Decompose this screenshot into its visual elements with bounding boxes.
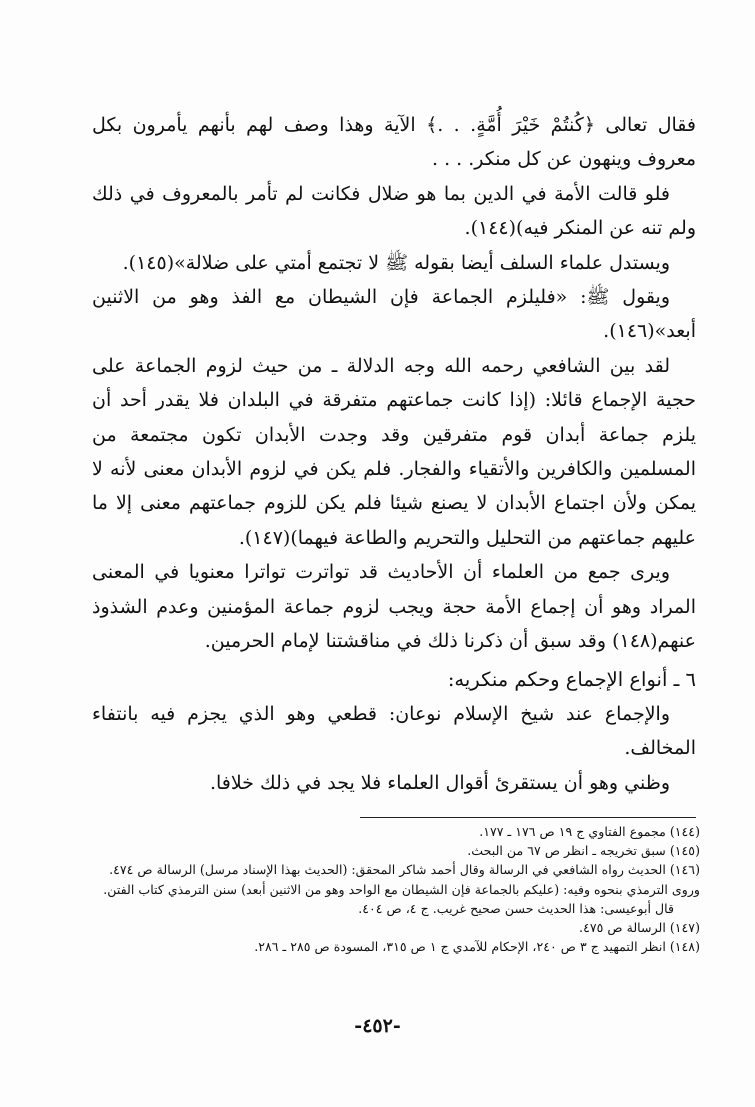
paragraph-8: وظني وهو أن يستقرئ أقوال العلماء فلا يجد في ذلك خلافا. [209, 771, 670, 794]
paragraph-6: ويرى جمع من العلماء أن الأحاديث قد تواترت تواترا معنويا في المعنى المراد وهو أن إجماع الأمة حجة ويجب لزوم جماعة المؤمنين وعدم الشذوذ عنهم(١٤٨) وقد سبق أن ذكرنا ذلك في مناقشتنا لإمام الحرمين. [92, 561, 696, 653]
section-heading: ٦ ـ أنواع الإجماع وحكم منكريه: [447, 667, 696, 691]
footnote-divider [360, 817, 696, 818]
footnote-145: (١٤٥) سبق تخريجه ـ انظر ص ٦٧ من البحث. [467, 843, 700, 859]
page-number: -٤٥٢- [354, 1015, 401, 1037]
footnote-148: (١٤٨) انظر التمهيد ج ٣ ص ٢٤٠، الإحكام للآمدي ج ١ ص ٣١٥، المسودة ص ٢٨٥ ـ ٢٨٦. [254, 939, 700, 955]
paragraph-4: ويقول ﷺ: «فليلزم الجماعة فإن الشيطان مع الفذ وهو من الاثنين أبعد»(١٤٦). [92, 286, 696, 343]
paragraph-7: والإجماع عند شيخ الإسلام نوعان: قطعي وهو الذي يجزم فيه بانتفاء المخالف. [92, 702, 696, 760]
footnote-144: (١٤٤) مجموع الفتاوي ج ١٩ ص ١٧٦ ـ ١٧٧. [479, 824, 700, 839]
footnote-146: (١٤٦) الحديث رواه الشافعي في الرسالة وقال أحمد شاكر المحقق: (الحديث بهذا الإسناد مرسل) الرسالة ص ٤٧٤. وروى الترمذي بنحوه وفيه: (عليكم بالجماعة فإن الشيطان مع الواحد وهو من الاثنين أبعد) سنن الترمذي كتاب الفتن. [103, 862, 700, 897]
footnote-147: (١٤٧) الرسالة ص ٤٧٥. [579, 920, 700, 936]
footnotes [96, 822, 700, 956]
paragraph-2: فلو قالت الأمة في الدين بما هو ضلال فكانت لم تأمر بالمعروف في ذلك ولم تنه عن المنكر فيه)(١٤٤). [92, 182, 696, 240]
main-text [92, 108, 696, 800]
paragraph-1: فقال تعالى ﴿كُنتُمْ خَيْرَ أُمَّةٍ. . .﴾ الآية وهذا وصف لهم بأنهم يأمرون بكل معروف وينهون عن كل منكر. . . . [92, 114, 696, 171]
paragraph-3: ويستدل علماء السلف أيضا بقوله ﷺ لا تجتمع أمتي على ضلالة»(١٤٥). [122, 251, 670, 274]
footnote-146-continued: قال أبوعيسى: هذا الحديث حسن صحيح غريب. ج ٤، ص ٤٠٤. [358, 900, 674, 916]
paragraph-5: لقد بين الشافعي رحمه الله وجه الدلالة ـ من حيث لزوم الجماعة على حجية الإجماع قائلا: (إذا كانت جماعتهم متفرقة في البلدان فلا يقدر أحد أن يلزم جماعة أبدان قوم متفرقين وقد وجدت الأبدان تكون مجتمعة من المسلمين والكافرين والأتقياء والفجار. فلم يكن في لزوم الأبدان معنى لأنه لا يمكن ولأن اجتماع الأبدان لا يصنع شيئا فلم يكن للزوم جماعتهم معنى إلا ما عليهم جماعتهم من التحليل والتحريم والطاعة فيهما)(١٤٧). [92, 354, 696, 549]
